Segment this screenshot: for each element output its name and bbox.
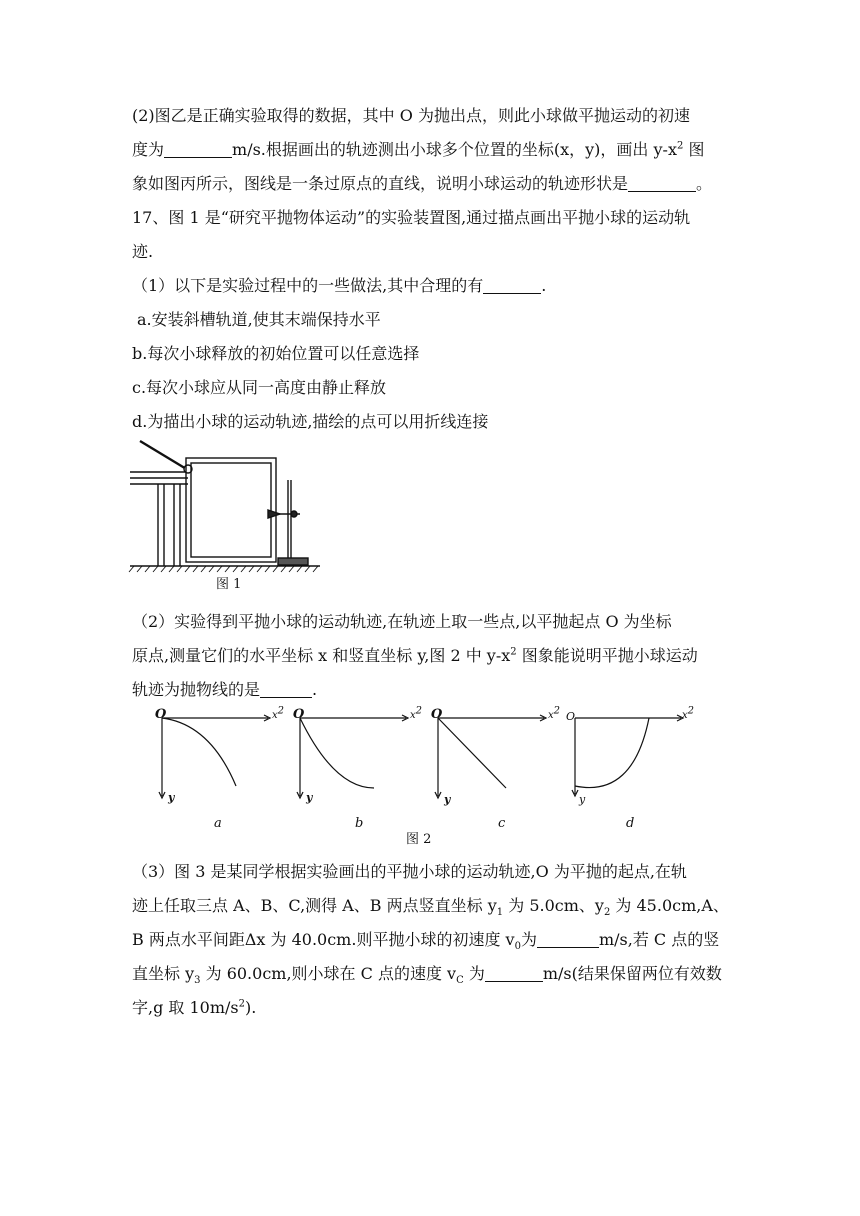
q17-sub2-line3: 轨迹为抛物线的是 . [132, 680, 318, 699]
graph-d-y-axis-label: y [579, 793, 586, 806]
q17-stem-line1: 17、图 1 是“研究平抛物体运动”的实验装置图,通过描点画出平抛小球的运动轨 [132, 208, 691, 227]
graph-d-origin-label: O [566, 710, 576, 723]
option-b: b.每次小球释放的初始位置可以任意选择 [132, 344, 420, 363]
answer-blank[interactable] [537, 931, 599, 948]
graph-a-origin-label: O [155, 707, 167, 722]
q17-sub3-line5: 字,g 取 $10m/s^2$). [132, 998, 257, 1017]
q17-sub3-line1: （3）图 3 是某同学根据实验画出的平抛小球的运动轨迹,O 为平抛的起点,在轨 [132, 862, 687, 881]
graph-b-x-axis-label: $x^2$ [410, 705, 423, 721]
q17-sub3-line2: 迹上任取三点 A、B、C,测得 A、B 两点竖直坐标 $y_1$ 为 5.0cm、$y_2$ 为 45.0cm,A、 [132, 896, 729, 919]
answer-blank[interactable] [628, 175, 696, 192]
q17-sub2-line1: （2）实验得到平抛小球的运动轨迹,在轨迹上取一些点,以平抛起点 O 为坐标 [132, 612, 672, 631]
answer-blank[interactable] [483, 277, 541, 294]
prev-part2-line1: (2)图乙是正确实验取得的数据，其中 O 为抛出点，则此小球做平抛运动的初速 [132, 106, 690, 125]
option-d: d.为描出小球的运动轨迹,描绘的点可以用折线连接 [132, 412, 489, 431]
q17-stem-line2: 迹. [132, 242, 154, 261]
prev-part2-line3: 象如图丙所示，图线是一条过原点的直线，说明小球运动的轨迹形状是 。 [132, 174, 713, 193]
graph-a-x-axis-label: $x^2$ [272, 705, 285, 721]
q17-sub3-line3: B 两点水平间距Δx 为 40.0cm.则平抛小球的初速度 $v_0$为 m/s,若 C 点的竖 [132, 930, 720, 953]
graph-c-label: c [498, 816, 506, 831]
q17-sub2-line2: 原点,测量它们的水平坐标 x 和竖直坐标 y,图 2 中 $y-x^2$ 图象能说明平抛小球运动 [132, 646, 698, 665]
figure2-caption: 图 2 [406, 832, 432, 847]
graph-b-origin-label: O [293, 707, 305, 722]
prev-part2-line2: 度为 m/s.根据画出的轨迹测出小球多个位置的坐标(x，y)，画出 $y-x^2$ 图 [132, 140, 705, 159]
graph-d-label: d [626, 816, 635, 831]
graph-c-x-axis-label: $x^2$ [548, 705, 561, 721]
graph-b-y-axis-label: y [306, 791, 313, 804]
graph-c-origin-label: O [431, 707, 443, 722]
graph-a-label: a [214, 816, 222, 831]
answer-blank[interactable] [485, 965, 543, 982]
figure2-graph-a [160, 714, 278, 806]
graph-c-y-axis-label: y [444, 793, 451, 806]
answer-blank[interactable] [164, 141, 232, 158]
figure2-graph-c [436, 714, 554, 806]
figure1-apparatus [128, 438, 328, 574]
graph-b-label: b [355, 816, 364, 831]
graph-d-x-axis-label: $x^2$ [682, 705, 695, 721]
answer-blank[interactable] [260, 681, 312, 698]
graph-a-y-axis-label: y [168, 791, 175, 804]
option-a: a.安装斜槽轨道,使其末端保持水平 [137, 310, 381, 329]
figure2-graph-d [573, 714, 691, 806]
q17-sub3-line4: 直坐标 $y_3$ 为 60.0cm,则小球在 C 点的速度 $v_C$ 为 m/s(结果保留两位有效数 [132, 964, 722, 987]
figure2-graph-b [298, 714, 416, 806]
figure1-caption: 图 1 [216, 577, 242, 592]
option-c: c.每次小球应从同一高度由静止释放 [132, 378, 387, 397]
q17-sub1: （1）以下是实验过程中的一些做法,其中合理的有 . [132, 276, 547, 295]
